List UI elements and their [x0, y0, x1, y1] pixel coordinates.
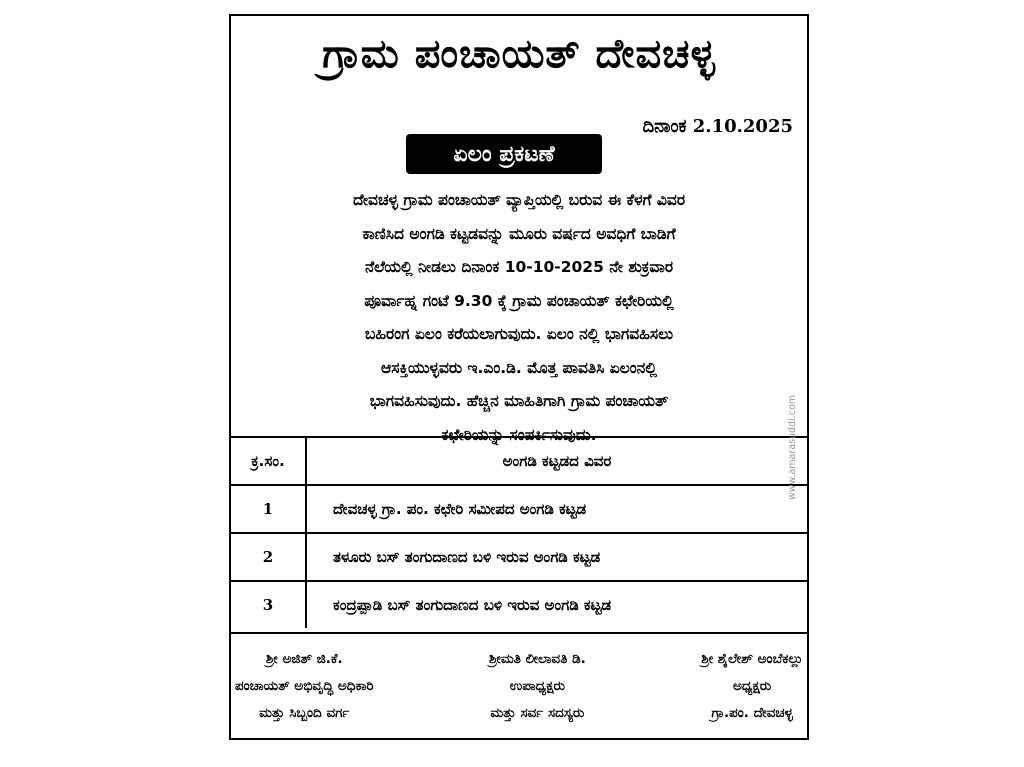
signatory-role: ಅಧ್ಯಕ್ಷರು: [732, 678, 772, 694]
watermark-text: [787, 486, 798, 500]
body-line: ಭಾಗವಹಿಸುವುದು. ಹೆಚ್ಚಿನ ಮಾಹಿತಿಗಾಗಿ ಗ್ರಾಮ ಪಂಚಾಯತ್: [369, 392, 669, 410]
signatory-name: ಶ್ರೀ ಶೈಲೇಶ್ ಅಂಬೆಕಲ್ಲು: [701, 651, 803, 667]
signatory-name: ಶ್ರೀ ಅಜಿತ್ ಜಿ.ಕೆ.: [265, 651, 343, 667]
body-line: ಆಸಕ್ತಿಯುಳ್ಳವರು ಇ.ಎಂ.ಡಿ. ಮೊತ್ತ ಪಾವತಿಸಿ ಏಲಂನಲ್ಲಿ: [381, 358, 657, 377]
signatory-extra: ಗ್ರಾ.ಪಂ. ದೇವಚಳ್ಳ: [711, 705, 793, 721]
row-description: ಕಂದ್ರಪ್ಪಾಡಿ ಬಸ್ ತಂಗುದಾಣದ ಬಳಿ ಇರುವ ಅಂಗಡಿ ಕಟ್ಟಡ: [306, 581, 807, 628]
notice-frame: [229, 14, 809, 740]
body-line: ಕಾಣಿಸಿದ ಅಂಗಡಿ ಕಟ್ಟಡವನ್ನು ಮೂರು ವರ್ಷದ ಅವಧಿಗೆ ಬಾಡಿಗೆ: [362, 224, 676, 243]
row-number: 2: [231, 533, 306, 581]
signatory-pdo: [235, 646, 374, 727]
body-line: ದೇವಚಳ್ಳ ಗ್ರಾಮ ಪಂಚಾಯತ್ ವ್ಯಾಪ್ತಿಯಲ್ಲಿ ಬರುವ ಈ ಕೆಳಗೆ ವಿವರ: [352, 191, 686, 209]
signatory-role: ಉಪಾಧ್ಯಕ್ಷರು: [509, 678, 565, 694]
notice-body: [245, 184, 793, 452]
table-row: [231, 533, 807, 581]
serial-column-header: ಕ್ರ.ಸಂ.: [231, 437, 306, 485]
row-number: 3: [231, 581, 306, 628]
notice-title: ಗ್ರಾಮ ಪಂಚಾಯತ್ ದೇವಚಳ್ಳ: [322, 31, 716, 77]
signatory-president: [701, 646, 803, 727]
table-row: [231, 485, 807, 533]
body-line: ಕಛೇರಿಯನ್ನು ಸಂಪರ್ಕಿಸುವುದು.: [441, 425, 597, 444]
notice-label-badge: [406, 134, 602, 174]
row-description: ದೇವಚಳ್ಳ ಗ್ರಾ. ಪಂ. ಕಛೇರಿ ಸಮೀಪದ ಅಂಗಡಿ ಕಟ್ಟಡ: [306, 485, 807, 533]
notice-label-text: ಏಲಂ ಪ್ರಕಟಣೆ: [453, 141, 555, 167]
signatory-name: ಶ್ರೀಮತಿ ಲೀಲಾವತಿ ಡಿ.: [488, 651, 586, 667]
table-row: [231, 581, 807, 628]
signatures-section: [231, 632, 807, 727]
shop-building-table: [231, 436, 807, 628]
signatory-vice-president: [489, 646, 586, 727]
body-line: ಪೂರ್ವಾಹ್ನ ಗಂಟೆ 9.30 ಕ್ಕೆ ಗ್ರಾಮ ಪಂಚಾಯತ್ ಕಛೇರಿಯಲ್ಲಿ: [364, 291, 674, 310]
row-number: 1: [231, 485, 306, 533]
table-header-row: [231, 437, 807, 485]
signatory-extra: ಮತ್ತು ಸಿಬ್ಬಂದಿ ವರ್ಗ: [259, 705, 350, 721]
notice-date: ದಿನಾಂಕ 2.10.2025: [642, 116, 793, 137]
body-line: ಬಹಿರಂಗ ಏಲಂ ಕರೆಯಲಾಗುವುದು. ಏಲಂ ನಲ್ಲಿ ಭಾಗವಹಿಸಲು: [364, 325, 674, 343]
signatory-extra: ಮತ್ತು ಸರ್ವ ಸದಸ್ಯರು: [490, 705, 585, 721]
body-line: ನೆಲೆಯಲ್ಲಿ ನೀಡಲು ದಿನಾಂಕ 10-10-2025 ನೇ ಶುಕ್ರವಾರ: [364, 258, 674, 276]
row-description: ತಳೂರು ಬಸ್ ತಂಗುದಾಣದ ಬಳಿ ಇರುವ ಅಂಗಡಿ ಕಟ್ಟಡ: [306, 533, 807, 581]
signatory-role: ಪಂಚಾಯತ್ ಅಭಿವೃದ್ಧಿ ಅಧಿಕಾರಿ: [235, 678, 374, 694]
details-column-header: ಅಂಗಡಿ ಕಟ್ಟಡದ ವಿವರ: [306, 437, 807, 485]
